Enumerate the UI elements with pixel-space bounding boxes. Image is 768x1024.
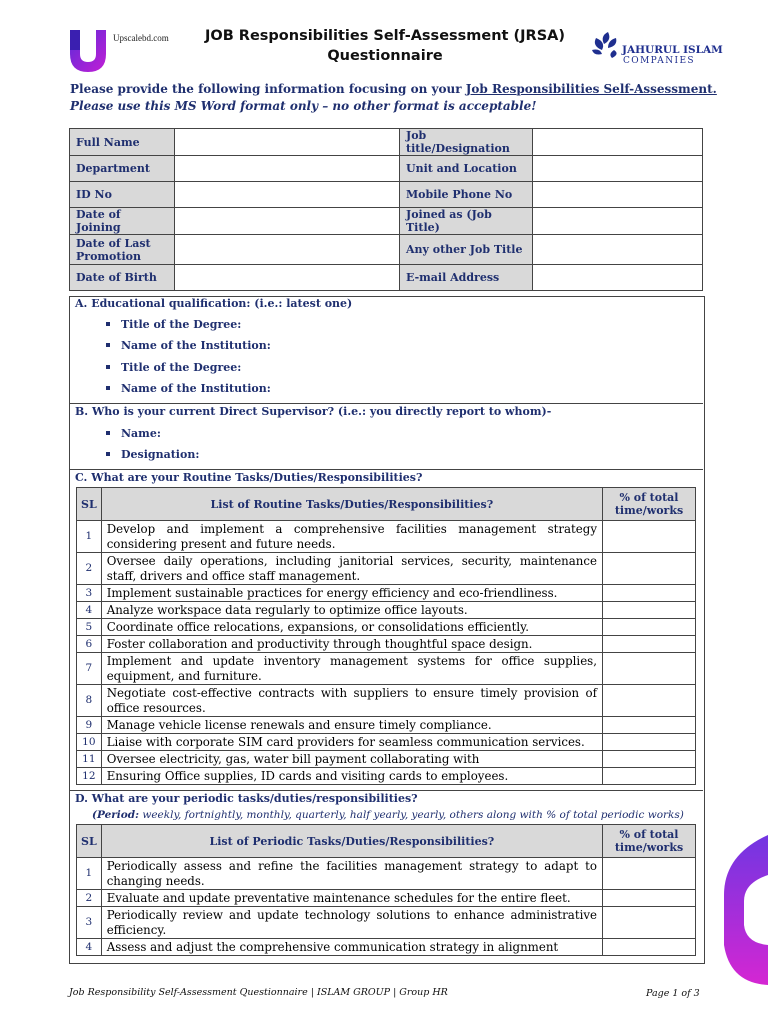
task-text: Negotiate cost-effective contracts with suppliers to ensure timely provision of office resources. [101,685,602,717]
task-row [77,939,696,956]
task-row [77,653,696,685]
percent-field[interactable] [603,939,696,956]
percent-field[interactable] [603,585,696,602]
info-value-field[interactable] [533,235,703,265]
task-row [77,685,696,717]
info-value-field[interactable] [175,129,400,156]
tasks-header: List of Periodic Tasks/Duties/Responsibilities? [101,825,602,858]
task-row [77,585,696,602]
info-value-field[interactable] [175,208,400,235]
decorative-logo-icon [720,835,768,985]
task-row [77,768,696,785]
info-label: Joined as (Job Title) [400,208,533,235]
section-divider [70,790,703,791]
task-row [77,553,696,585]
info-value-field[interactable] [533,208,703,235]
info-row [70,235,703,265]
task-sl: 4 [77,602,102,619]
info-row [70,129,703,156]
task-sl: 2 [77,890,102,907]
task-sl: 6 [77,636,102,653]
task-sl: 2 [77,553,102,585]
percent-field[interactable] [603,553,696,585]
task-row [77,636,696,653]
info-label: Date of Last Promotion [70,235,175,265]
task-row [77,521,696,553]
info-row [70,208,703,235]
task-text: Manage vehicle license renewals and ensure timely compliance. [101,717,602,734]
task-text: Implement and update inventory management systems for office supplies, equipment, and furniture. [101,653,602,685]
percent-field[interactable] [603,768,696,785]
routine-tasks-table [76,487,696,785]
jahurul-islam-logo-icon [586,28,723,68]
task-sl: 3 [77,585,102,602]
task-text: Oversee daily operations, including janitorial services, security, maintenance staff, drivers and office staff management. [101,553,602,585]
task-sl: 9 [77,717,102,734]
percent-field[interactable] [603,619,696,636]
task-sl: 8 [77,685,102,717]
section-divider [70,403,703,404]
info-value-field[interactable] [533,129,703,156]
footer-left: Job Responsibility Self-Assessment Questionnaire | ISLAM GROUP | Group HR [69,987,448,998]
sl-header: SL [77,825,102,858]
task-row [77,858,696,890]
info-value-field[interactable] [175,235,400,265]
section-b-item: Designation: [106,448,199,461]
info-label: Mobile Phone No [400,182,533,208]
intro-line-2: Please use this MS Word format only – no other format is acceptable! [70,99,537,113]
task-row [77,734,696,751]
company-name-line1: JAHURUL ISLAM [622,44,723,56]
info-label: Job title/Designation [400,129,533,156]
task-text: Implement sustainable practices for energy efficiency and eco-friendliness. [101,585,602,602]
info-row [70,182,703,208]
percent-field[interactable] [603,653,696,685]
company-name-line2: COMPANIES [623,56,695,66]
percent-field[interactable] [603,890,696,907]
percent-field[interactable] [603,602,696,619]
task-sl: 1 [77,858,102,890]
section-c-question: C. What are your Routine Tasks/Duties/Responsibilities? [75,471,423,484]
percent-field[interactable] [603,907,696,939]
task-row [77,751,696,768]
task-text: Oversee electricity, gas, water bill payment collaborating with [101,751,602,768]
info-value-field[interactable] [175,182,400,208]
task-text: Analyze workspace data regularly to optimize office layouts. [101,602,602,619]
task-text: Evaluate and update preventative maintenance schedules for the entire fleet. [101,890,602,907]
percent-header: % of total time/works [603,825,696,858]
task-text: Foster collaboration and productivity through thoughtful space design. [101,636,602,653]
task-text: Periodically review and update technology solutions to enhance administrative efficiency. [101,907,602,939]
percent-field[interactable] [603,636,696,653]
task-row [77,890,696,907]
page-number: Page 1 of 3 [646,988,700,999]
percent-field[interactable] [603,751,696,768]
info-label: Any other Job Title [400,235,533,265]
task-sl: 3 [77,907,102,939]
intro-link: Job Responsibilities Self-Assessment. [465,82,717,96]
task-text: Coordinate office relocations, expansions, or consolidations efficiently. [101,619,602,636]
site-name: Upscalebd.com [113,33,169,43]
section-a-item: Name of the Institution: [106,382,271,395]
info-value-field[interactable] [533,182,703,208]
section-a-question: A. Educational qualification: (i.e.: latest one) [75,297,353,310]
percent-field[interactable] [603,717,696,734]
info-value-field[interactable] [175,265,400,291]
info-label: Date of Birth [70,265,175,291]
personal-info-table [69,128,703,291]
percent-field[interactable] [603,521,696,553]
section-d-question: D. What are your periodic tasks/duties/responsibilities? [75,792,418,805]
task-sl: 5 [77,619,102,636]
task-sl: 1 [77,521,102,553]
task-text: Assess and adjust the comprehensive communication strategy in alignment [101,939,602,956]
info-value-field[interactable] [533,265,703,291]
periodic-tasks-table [76,824,696,956]
percent-field[interactable] [603,858,696,890]
document-title: JOB Responsibilities Self-Assessment (JRSA) Questionnaire [204,28,566,64]
info-label: ID No [70,182,175,208]
task-row [77,907,696,939]
section-a-item: Title of the Degree: [106,361,241,374]
info-label: Department [70,156,175,182]
task-sl: 10 [77,734,102,751]
task-sl: 11 [77,751,102,768]
percent-field[interactable] [603,734,696,751]
task-text: Ensuring Office supplies, ID cards and visiting cards to employees. [101,768,602,785]
intro-line-1: Please provide the following information focusing on your Job Responsibilities Self-Assessment. [70,82,717,96]
info-label: Full Name [70,129,175,156]
info-row [70,156,703,182]
info-label: E-mail Address [400,265,533,291]
section-a-item: Name of the Institution: [106,339,271,352]
tasks-header: List of Routine Tasks/Duties/Responsibilities? [101,488,602,521]
percent-header: % of total time/works [603,488,696,521]
section-divider [70,469,703,470]
section-a-item: Title of the Degree: [106,318,241,331]
period-note: (Period: weekly, fortnightly, monthly, quarterly, half yearly, yearly, others along with % of total periodic works) [92,809,684,821]
task-text: Develop and implement a comprehensive facilities management strategy considering present and future needs. [101,521,602,553]
task-row [77,619,696,636]
task-text: Periodically assess and refine the facilities management strategy to adapt to changing needs. [101,858,602,890]
task-sl: 7 [77,653,102,685]
task-row [77,717,696,734]
upscale-logo-icon [66,26,110,72]
task-row [77,602,696,619]
percent-field[interactable] [603,685,696,717]
section-b-item: Name: [106,427,161,440]
task-sl: 12 [77,768,102,785]
info-value-field[interactable] [533,156,703,182]
task-sl: 4 [77,939,102,956]
info-label: Unit and Location [400,156,533,182]
info-value-field[interactable] [175,156,400,182]
sl-header: SL [77,488,102,521]
section-b-question: B. Who is your current Direct Supervisor? (i.e.: you directly report to whom)- [75,405,552,418]
info-label: Date of Joining [70,208,175,235]
info-row [70,265,703,291]
task-text: Liaise with corporate SIM card providers for seamless communication services. [101,734,602,751]
